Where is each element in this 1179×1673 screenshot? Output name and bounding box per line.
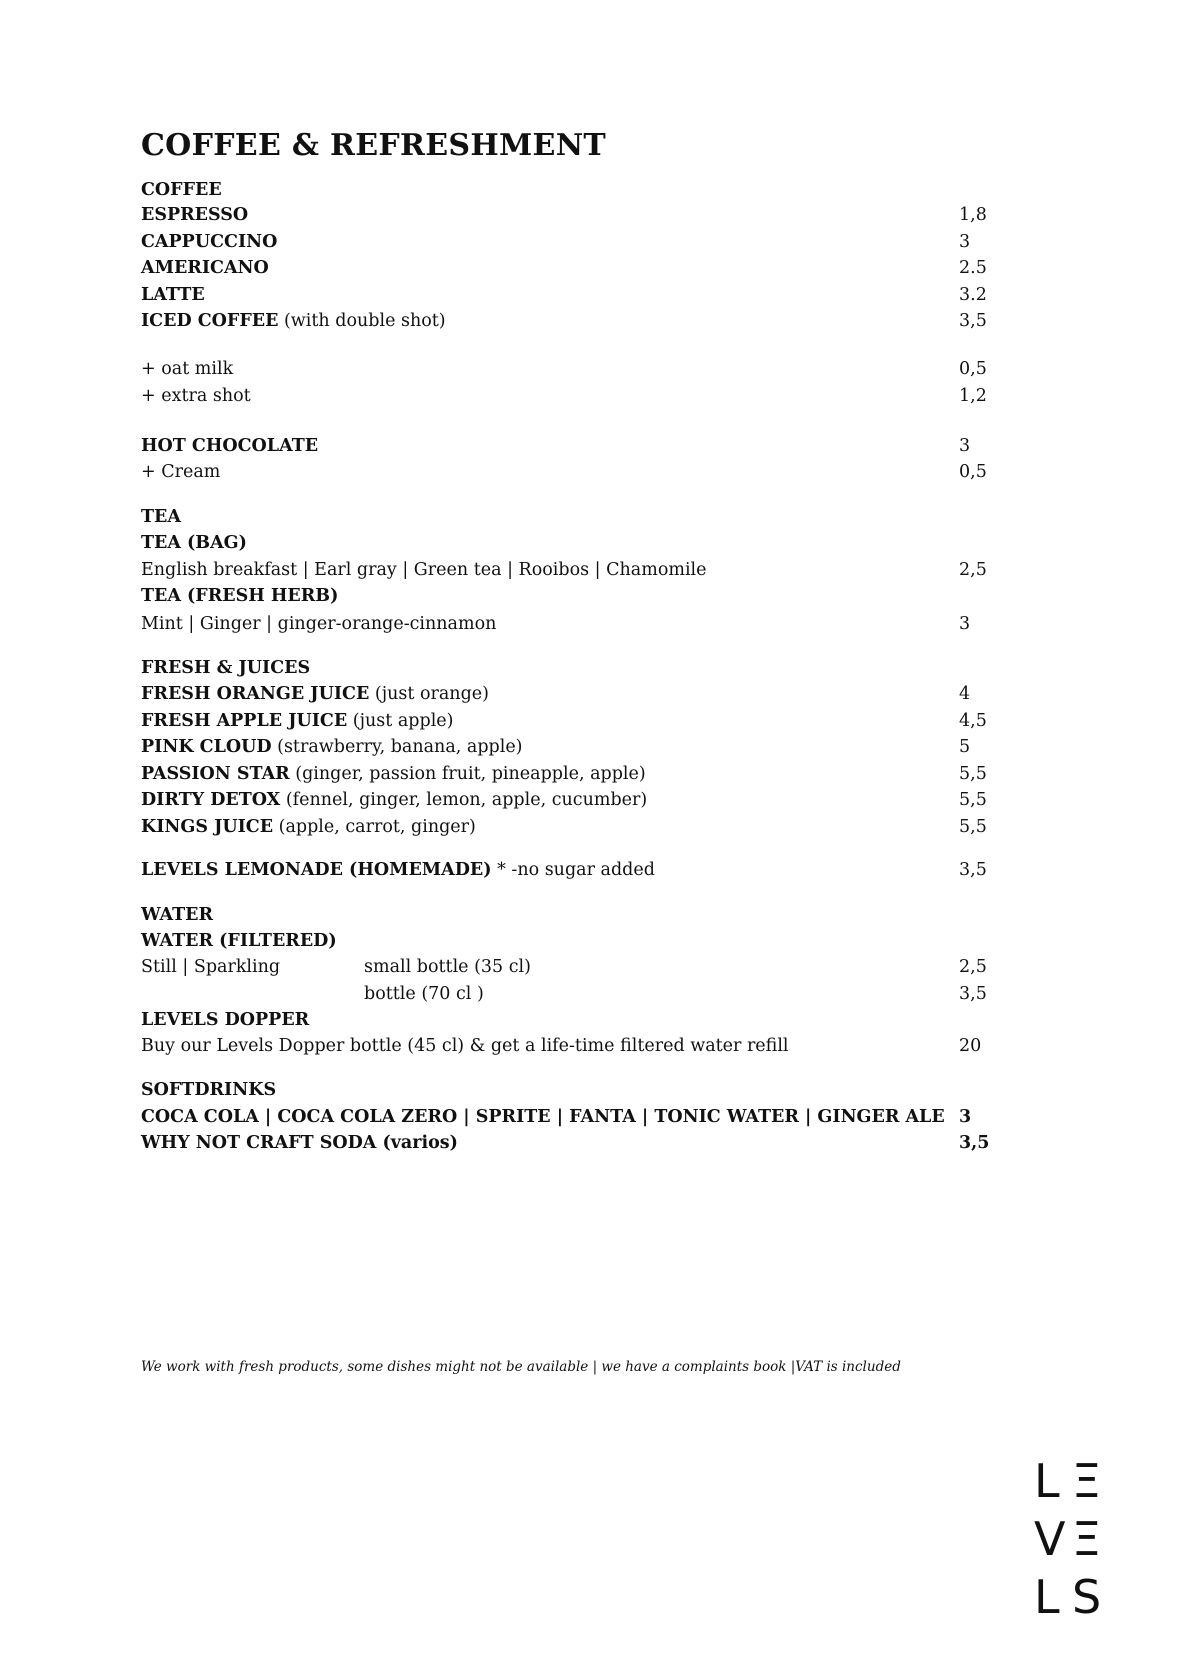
- menu-item: [141, 814, 1001, 840]
- item-price: 3: [959, 436, 971, 456]
- item-name: [141, 655, 310, 681]
- section-heading: [141, 177, 1001, 203]
- section-heading: [141, 530, 1001, 556]
- item-price: 0,5: [959, 462, 987, 482]
- menu-item: [141, 459, 1001, 485]
- item-price: 2,5: [959, 560, 987, 580]
- menu-item: [141, 383, 1001, 409]
- item-name: [141, 928, 337, 954]
- item-name: [141, 1077, 276, 1103]
- item-price: 2,5: [959, 957, 987, 977]
- item-note: (with double shot): [278, 311, 446, 331]
- logo-letter: Ξ: [1072, 1512, 1102, 1566]
- menu-item: [141, 981, 1001, 1007]
- menu-item: [141, 954, 1001, 980]
- item-label: Still | Sparkling: [141, 957, 281, 977]
- item-note: (just apple): [347, 711, 454, 731]
- item-price: 3: [959, 1107, 972, 1127]
- item-note: (fennel, ginger, lemon, apple, cucumber): [280, 790, 648, 810]
- item-label: LATTE: [141, 285, 205, 305]
- item-name: [141, 857, 655, 883]
- item-price: 3: [959, 232, 971, 252]
- item-name: [141, 530, 247, 556]
- item-price: 3: [959, 614, 971, 634]
- item-size: bottle (70 cl ): [364, 984, 484, 1004]
- item-name: [141, 202, 248, 228]
- item-price: 5,5: [959, 790, 987, 810]
- item-label: HOT CHOCOLATE: [141, 436, 319, 456]
- item-name: [141, 433, 318, 459]
- menu-item: [141, 761, 1001, 787]
- item-name: [141, 459, 220, 485]
- item-label: ESPRESSO: [141, 205, 249, 225]
- item-name: [141, 734, 523, 760]
- menu-item: [141, 611, 1001, 637]
- menu-item: [141, 356, 1001, 382]
- item-name: [141, 356, 233, 382]
- item-price: 0,5: [959, 359, 987, 379]
- section-heading: [141, 583, 1001, 609]
- item-name: [141, 383, 251, 409]
- item-label: CAPPUCCINO: [141, 232, 278, 252]
- item-label: TEA: [141, 507, 181, 527]
- item-name: [141, 557, 707, 583]
- item-name: [141, 611, 496, 637]
- item-label: PASSION STAR: [141, 764, 290, 784]
- item-name: [141, 177, 222, 203]
- menu-item: [141, 1130, 1001, 1156]
- item-name: [141, 814, 476, 840]
- logo-letter: Ξ: [1072, 1454, 1102, 1508]
- logo-letter: L: [1034, 1570, 1060, 1624]
- menu-item: [141, 734, 1001, 760]
- item-price: 3,5: [959, 311, 987, 331]
- logo-letter: V: [1034, 1512, 1066, 1566]
- item-label: LEVELS LEMONADE (HOMEMADE): [141, 860, 492, 880]
- menu-item: [141, 308, 1001, 334]
- item-label: + Cream: [141, 462, 221, 482]
- item-name: [141, 1130, 458, 1156]
- section-heading: [141, 655, 1001, 681]
- item-label: FRESH & JUICES: [141, 658, 311, 678]
- menu-item: [141, 433, 1001, 459]
- item-label: COCA COLA | COCA COLA ZERO | SPRITE | FANTA | TONIC WATER | GINGER ALE: [141, 1107, 945, 1127]
- item-name: [141, 255, 269, 281]
- item-price: 3,5: [959, 984, 987, 1004]
- menu-item: [141, 282, 1001, 308]
- item-label: WATER (FILTERED): [141, 931, 337, 951]
- item-name: [141, 954, 280, 980]
- item-price: 1,8: [959, 205, 987, 225]
- menu-item: [141, 202, 1001, 228]
- item-label: KINGS JUICE: [141, 817, 274, 837]
- item-price: 5,5: [959, 764, 987, 784]
- menu-item: [141, 557, 1001, 583]
- item-label: DIRTY DETOX: [141, 790, 281, 810]
- item-label: PINK CLOUD: [141, 737, 272, 757]
- menu-item: [141, 708, 1001, 734]
- item-price: 1,2: [959, 386, 987, 406]
- item-note: * -no sugar added: [491, 860, 655, 880]
- item-label: ICED COFFEE: [141, 311, 279, 331]
- item-label: TEA (FRESH HERB): [141, 586, 339, 606]
- item-label: English breakfast | Earl gray | Green tea | Rooibos | Chamomile: [141, 560, 707, 580]
- item-label: + oat milk: [141, 359, 234, 379]
- item-name: [141, 1104, 945, 1130]
- item-price: 5: [959, 737, 971, 757]
- item-label: TEA (BAG): [141, 533, 247, 553]
- item-label: SOFTDRINKS: [141, 1080, 277, 1100]
- item-name: [141, 787, 647, 813]
- item-label: Mint | Ginger | ginger-orange-cinnamon: [141, 614, 497, 634]
- menu-title: COFFEE & REFRESHMENT: [141, 128, 607, 163]
- menu-item: [141, 229, 1001, 255]
- menu-item: [141, 1104, 1001, 1130]
- menu-item: [141, 255, 1001, 281]
- item-label: COFFEE: [141, 180, 222, 200]
- footer-note: We work with fresh products, some dishes might not be available | we have a complaints book |VAT is included: [141, 1359, 901, 1375]
- logo-letter: S: [1072, 1570, 1102, 1624]
- section-heading: [141, 1077, 1001, 1103]
- item-name: [141, 1007, 309, 1033]
- item-name: [141, 308, 446, 334]
- item-price: 2.5: [959, 258, 987, 278]
- item-price: 3,5: [959, 1133, 990, 1153]
- item-label: FRESH ORANGE JUICE: [141, 684, 370, 704]
- item-name: [141, 761, 646, 787]
- item-name: [141, 504, 181, 530]
- levels-logo: [1034, 1456, 1104, 1624]
- item-name: [141, 708, 454, 734]
- menu-item: [141, 857, 1001, 883]
- item-size: small bottle (35 cl): [364, 957, 531, 977]
- item-label: LEVELS DOPPER: [141, 1010, 310, 1030]
- item-name: [141, 902, 213, 928]
- item-price: 3,5: [959, 860, 987, 880]
- section-heading: [141, 902, 1001, 928]
- section-heading: [141, 928, 1001, 954]
- item-label: WATER: [141, 905, 214, 925]
- item-label: AMERICANO: [141, 258, 269, 278]
- item-note: (ginger, passion fruit, pineapple, apple): [289, 764, 646, 784]
- item-label: FRESH APPLE JUICE: [141, 711, 348, 731]
- item-label: Buy our Levels Dopper bottle (45 cl) & get a life-time filtered water refill: [141, 1036, 789, 1056]
- item-note: (just orange): [369, 684, 489, 704]
- menu-item: [141, 787, 1001, 813]
- section-heading: [141, 504, 1001, 530]
- item-price: 4: [959, 684, 971, 704]
- item-name: [141, 229, 277, 255]
- logo-letter: L: [1034, 1454, 1060, 1508]
- item-name: [141, 681, 489, 707]
- section-heading: [141, 1007, 1001, 1033]
- item-name: [141, 282, 205, 308]
- item-price: 5,5: [959, 817, 987, 837]
- item-price: 20: [959, 1036, 982, 1056]
- menu-item: [141, 1033, 1001, 1059]
- item-note: (strawberry, banana, apple): [271, 737, 523, 757]
- item-price: 4,5: [959, 711, 987, 731]
- item-label: + extra shot: [141, 386, 251, 406]
- item-price: 3.2: [959, 285, 987, 305]
- item-note: (apple, carrot, ginger): [273, 817, 476, 837]
- item-label: WHY NOT CRAFT SODA (varios): [141, 1133, 458, 1153]
- item-name: [141, 583, 338, 609]
- item-name: [141, 1033, 789, 1059]
- menu-item: [141, 681, 1001, 707]
